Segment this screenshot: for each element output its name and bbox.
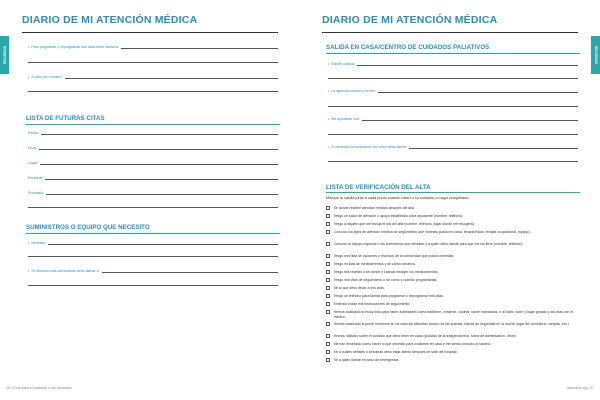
bullet-icon: • (28, 45, 30, 49)
bullet-icon: • (28, 75, 30, 79)
checkbox[interactable] (326, 334, 330, 338)
appointment-staff-field[interactable] (28, 175, 278, 180)
checklist-item (326, 286, 578, 291)
checkbox[interactable] (326, 286, 330, 290)
side-tab-label: RECURSOS (593, 45, 598, 65)
checkbox[interactable] (326, 342, 330, 346)
write-line[interactable] (28, 256, 278, 257)
bullet-icon: • (328, 89, 330, 93)
field-line (357, 61, 578, 66)
write-line[interactable] (28, 207, 278, 208)
checklist-item (326, 358, 578, 363)
checklist-item (326, 262, 578, 267)
bullet-icon: • (28, 269, 30, 273)
checklist-item (326, 310, 578, 319)
field-line (409, 144, 578, 149)
section-heading: LISTA DE VERIFICACIÓN DEL ALTA (326, 184, 431, 191)
checklist-item-label: Tengo mis recetas o sé dónde y cuándo recoger los medicamentos. (333, 270, 439, 274)
appointment-time-field[interactable] (28, 145, 278, 150)
checkbox[interactable] (326, 278, 330, 282)
field-label: Necesito: (31, 241, 47, 245)
supplies-needed-field[interactable] (28, 240, 278, 245)
section-heading: LISTA DE FUTURAS CITAS (26, 115, 105, 122)
checkbox[interactable] (326, 254, 330, 258)
field-line (39, 145, 278, 150)
appointment-date-field[interactable] (28, 130, 278, 135)
write-line[interactable] (328, 134, 578, 135)
checklist-item (326, 278, 578, 283)
page-title: DIARIO DE MI ATENCIÓN MÉDICA (22, 14, 198, 26)
checkbox[interactable] (326, 358, 330, 362)
agency-visit-field[interactable] (328, 88, 578, 93)
field-line (362, 116, 578, 121)
side-tab (591, 36, 600, 74)
field-label: La agencia vendrá a verme: (331, 89, 376, 93)
checklist-item (326, 206, 578, 211)
checkbox[interactable] (326, 206, 330, 210)
field-line (378, 88, 578, 93)
write-line[interactable] (328, 78, 578, 79)
checkbox[interactable] (326, 230, 330, 234)
field-line (45, 175, 278, 180)
checklist-item-label: Hemos analizado si podré moverme en mi casa sin dificultad (ancho de las puertas, barras de seguridad en la ducha, lugar del dormitorio, rampas, etc.) (333, 322, 569, 326)
checklist-item-label: Tengo mi lista de medicamentos y sé cómo tomarlos. (333, 262, 416, 266)
checkbox[interactable] (326, 214, 330, 218)
bullet-icon: • (328, 62, 330, 66)
checkbox[interactable] (326, 322, 330, 326)
appointment-purpose-field[interactable] (28, 190, 278, 195)
field-line (65, 74, 278, 79)
checklist-item-label: Tengo un sacio de atención o apoyo establecido para ayudarme (nombre, teléfono). (333, 214, 464, 218)
checklist-item-label: Tengo una lista de opciones y recursos de la comunidad que podría necesitar. (333, 254, 455, 258)
appointment-phone-field[interactable] (28, 44, 278, 49)
section-rule (26, 124, 280, 125)
checkbox[interactable] (326, 302, 330, 306)
appointment-place-field[interactable] (28, 160, 278, 165)
field-label: Personal: (28, 176, 44, 180)
checklist-item-label: Entiendo todas mis instrucciones de seguimiento. (333, 302, 411, 306)
checklist-item (326, 222, 578, 227)
checklist-item (326, 270, 578, 275)
write-line[interactable] (28, 285, 278, 286)
bullet-icon: • (28, 241, 30, 245)
right-page (300, 0, 600, 400)
field-label: Si necesito comunicarme con ellos debo llamar: (331, 145, 408, 149)
title-rule (22, 32, 278, 33)
field-line (102, 268, 278, 273)
title-rule (322, 32, 578, 33)
checklist-item (326, 230, 578, 235)
section-rule (326, 192, 580, 193)
field-line (48, 240, 278, 245)
field-line (40, 160, 278, 165)
field-label: Lugar: (28, 161, 39, 165)
section-heading: SUMINISTROS O EQUIPO QUE NECESITO (26, 224, 150, 231)
checkbox[interactable] (326, 270, 330, 274)
checklist-item-label: Conozco al equipo especial o los suministros que necesito y a quién debo llamar para que me los lleve (nombre, teléfono). (333, 242, 524, 246)
field-line (41, 130, 278, 135)
page-footer: uwhealth.org | 27 (566, 386, 594, 390)
write-line[interactable] (28, 62, 278, 63)
side-tab (0, 36, 9, 74)
section-rule (326, 53, 580, 54)
field-label: A este otro número: (31, 75, 63, 79)
contact-phone-field[interactable] (328, 144, 578, 149)
checklist-item (326, 350, 578, 355)
write-line[interactable] (28, 91, 278, 92)
checkbox[interactable] (326, 350, 330, 354)
field-label: Si necesito más suministros debo llamar a: (31, 269, 100, 273)
bullet-icon: • (328, 145, 330, 149)
checkbox[interactable] (326, 262, 330, 266)
checklist-item (326, 214, 578, 219)
write-line[interactable] (328, 106, 578, 107)
checklist-item-label: Hemos hablado sobre el cuidado que debo tener en casa (cuidado de la traqueostomía, tubos de alimentación, otros). (333, 334, 517, 338)
checklist-item (326, 322, 578, 327)
bullet-icon: • (328, 117, 330, 121)
help-with-field[interactable] (328, 116, 578, 121)
page-footer: 26 | Guía para el paciente y los visitantes (6, 386, 72, 390)
checklist-item (326, 302, 578, 307)
checklist-item-label: Sé lo que debo llevar a mis citas. (333, 286, 385, 290)
checklist-item-label: Tengo mis citas de seguimiento o sé cómo y cuándo programarlas. (333, 278, 438, 282)
checklist-item-label: Me han enseñado cómo hacer lo que necesito para cuidarme en casa y me siento cómodo al hacerlo. (333, 342, 492, 346)
checklist-item-label: Tengo a alguien que me recoja el día del alta (nombre, teléfono, lugar donde me recogerá). (333, 222, 475, 226)
checklist-item (326, 242, 578, 247)
field-label: Propósito: (28, 191, 45, 195)
discharge-when-field[interactable] (328, 61, 578, 66)
section-rule (26, 233, 280, 234)
field-label: Me ayudarán con: (331, 117, 361, 121)
checklist-item-label: Sé a cuáles señales o síntomas debo estar atento después de salir del hospital. (333, 350, 458, 354)
field-label: Para programar o reprogramar mis citas debo llamar a: (31, 45, 119, 49)
checklist-item-label: Tengo un teléfono para llamar para programar o reprogramar mis citas. (333, 294, 444, 298)
write-line[interactable] (328, 161, 578, 162)
checklist-item (326, 334, 578, 339)
checklist-item-label: Sé dónde recibiré atención médica después del alta. (333, 206, 415, 210)
checkbox[interactable] (326, 242, 330, 246)
field-line (46, 190, 278, 195)
checklist-item (326, 342, 578, 347)
section-heading: SALIDA EN CASA/CENTRO DE CUIDADOS PALIATIVOS (326, 44, 490, 51)
checklist-intro: Marque la casilla junto a cada punto cuando usted o su cuidador lo haya completado. (326, 196, 470, 200)
field-label: Hora: (28, 146, 37, 150)
checkbox[interactable] (326, 310, 330, 314)
checklist-item (326, 254, 578, 259)
field-label: Fecha: (28, 131, 39, 135)
supplies-phone-field[interactable] (28, 268, 278, 273)
checklist-item-label: Conozco los tipos de atención médica de seguimiento que necesito (salud en casa, terapia física, terapia ocupacional, equipo). (333, 230, 531, 234)
checkbox[interactable] (326, 294, 330, 298)
checklist-item-label: Sé a quién llamar en caso de emergencia. (333, 358, 400, 362)
other-number-field[interactable] (28, 74, 278, 79)
page-title: DIARIO DE MI ATENCIÓN MÉDICA (322, 14, 498, 26)
checkbox[interactable] (326, 222, 330, 226)
checklist-item (326, 294, 578, 299)
checklist-item-label: Hemos analizado si estoy listo para hacer actividades como bañarme, vestirme, cocinar, hacer mandados, ir al baño, subir y bajar gradas y las citas con el médico. (333, 310, 574, 319)
field-line (121, 44, 278, 49)
side-tab-label: RECURSOS (2, 45, 7, 65)
field-label: Saldré cuando: (331, 62, 356, 66)
